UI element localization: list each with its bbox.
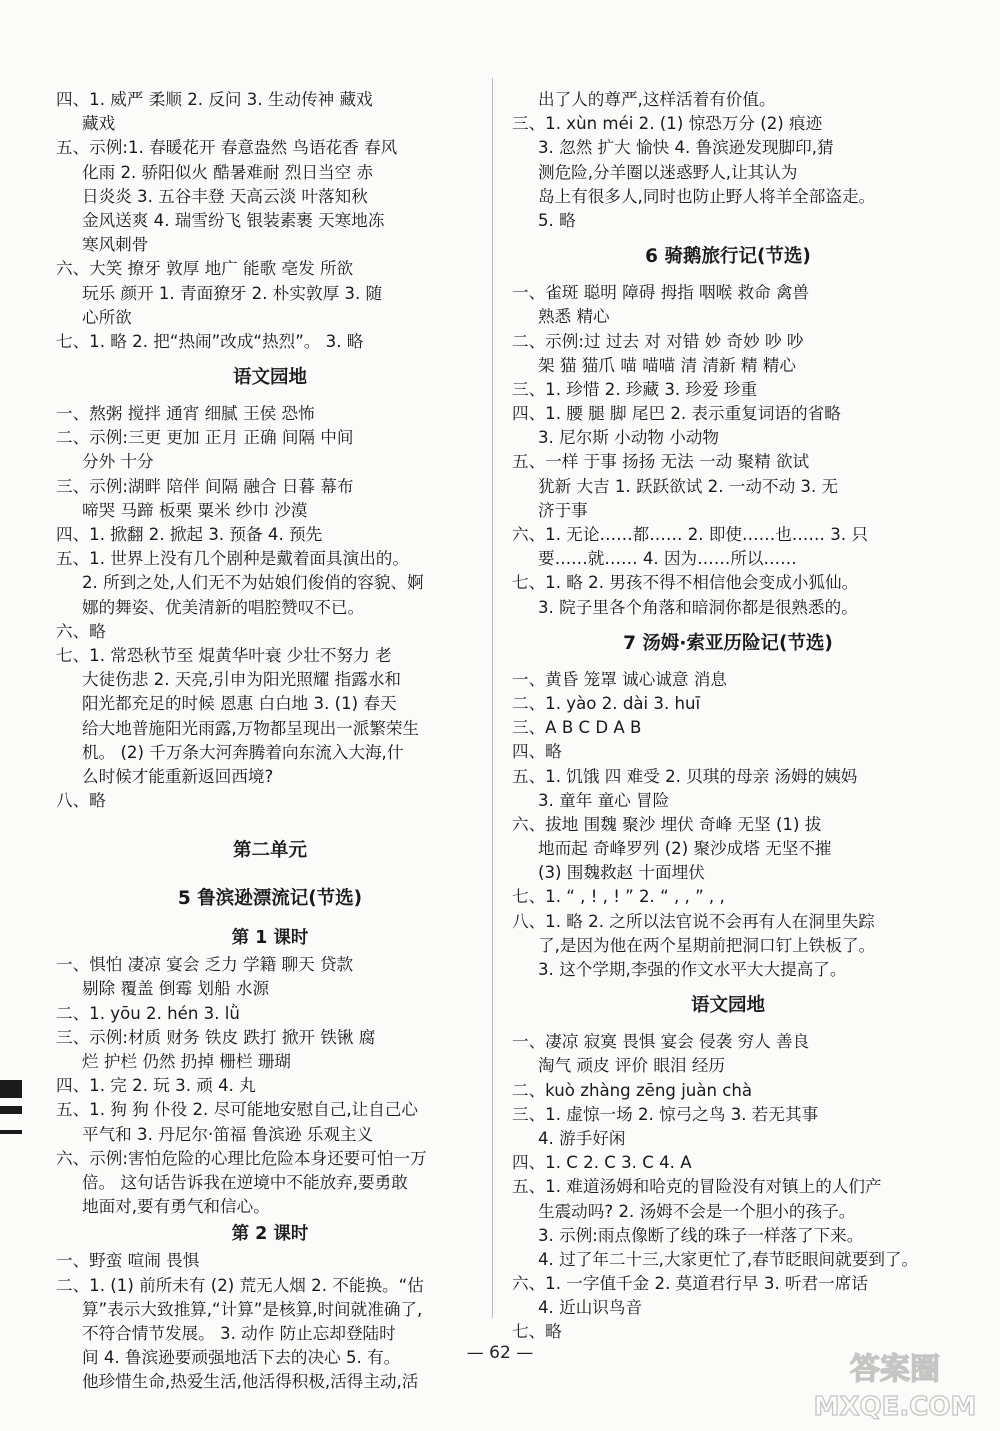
answer-line-continued: (3) 围魏救赵 十面埋伏 [538,863,705,883]
answer-line-continued: 寒风刺骨 [82,235,149,255]
answer-line-continued: 算”表示大致推算,“计算”是核算,时间就准确了, [82,1299,423,1319]
answer-line: 四、1. C 2. C 3. C 4. A [512,1153,692,1173]
answer-line: 二、示例:过 过去 对 对错 妙 奇妙 吵 吵 [512,331,804,351]
answer-line: 五、一样 于事 扬扬 无法 一动 聚精 欲试 [512,452,810,472]
answer-line: 六、1. 一字值千金 2. 莫道君行早 3. 听君一席话 [512,1274,868,1294]
answer-line-continued: 了,是因为他在两个星期前把洞口钉上铁板了。 [538,935,876,955]
answer-line: 五、1. 饥饿 四 难受 2. 贝琪的母亲 汤姆的姨妈 [512,766,858,786]
answer-line-continued: 要……就…… 4. 因为……所以…… [538,549,797,569]
answer-line-continued: 4. 过了年二十三,大家更忙了,春节眨眼间就要到了。 [538,1249,919,1269]
answer-line: 四、1. 腰 腿 脚 尾巴 2. 表示重复词语的省略 [512,404,841,424]
watermark-title: 答案圈 [850,1352,940,1387]
answer-line-continued: 地面对,要有勇气和信心。 [82,1197,270,1217]
answer-line: 三、A B C D A B [512,718,642,738]
section-heading: 语文园地 [690,995,765,1017]
answer-line-continued: 4. 近山识鸟音 [538,1298,643,1318]
answer-line-continued: 娜的舞姿、优美清新的唱腔赞叹不已。 [82,597,365,617]
answer-line: 一、黄昏 笼罩 诚心诚意 消息 [512,669,727,689]
answer-line-continued: 济于事 [538,500,588,520]
answer-line-continued: 岛上有很多人,同时也防止野人将羊全部盗走。 [538,186,876,206]
section-heading: 语文园地 [232,367,307,389]
answer-line-continued: 2. 所到之处,人们无不为姑娘们俊俏的容貌、婀 [82,573,424,593]
answer-line: 八、1. 略 2. 之所以法官说不会再有人在洞里失踪 [512,911,875,931]
right-column [512,88,944,1345]
answer-line: 六、拔地 围魏 聚沙 埋伏 奇峰 无坚 (1) 拔 [512,814,822,834]
answer-line: 三、1. 珍惜 2. 珍藏 3. 珍爱 珍重 [512,379,758,399]
answer-line: 六、示例:害怕危险的心理比危险本身还要可怕一万 [56,1148,427,1168]
answer-line-continued: 金风送爽 4. 瑞雪纷飞 银装素裹 天寒地冻 [82,210,385,230]
answer-line: 六、1. 无论……都…… 2. 即使……也…… 3. 只 [512,525,868,544]
watermark-logo [800,1345,990,1425]
answer-line-continued: 阳光都充足的时候 恩惠 白白地 3. (1) 春天 [82,694,397,714]
answer-line-continued: 3. 忽然 扩大 愉快 4. 鲁滨逊发现脚印,猜 [538,138,834,158]
answer-line: 三、示例:湖畔 陪伴 间隔 融合 日暮 幕布 [56,476,354,496]
answer-line-continued: 3. 尼尔斯 小动物 小动物 [538,428,719,448]
answer-line: 五、示例:1. 春暖花开 春意盎然 鸟语花香 春风 [56,138,398,158]
answer-line-continued: 架 猫 猫爪 喵 喵喵 清 清新 精 精心 [538,355,796,375]
answer-line: 二、1. yào 2. dài 3. huī [512,693,701,713]
answer-line: 三、1. xùn méi 2. (1) 惊恐万分 (2) 痕迹 [512,114,823,134]
answer-line: 七、1. “ , ! , ! ” 2. “ , , ” , , [512,887,725,907]
binding-mark [0,1130,22,1134]
answer-line: 七、略 [512,1322,562,1342]
answer-line-continued: 生震动吗? 2. 汤姆不会是一个胆小的孩子。 [538,1201,856,1221]
answer-line-continued: 地而起 奇峰罗列 (2) 聚沙成塔 无坚不摧 [538,839,832,859]
answer-line: 四、1. 完 2. 玩 3. 顽 4. 丸 [56,1076,256,1096]
section-heading: 6 骑鹅旅行记(节选) [645,246,811,268]
binding-mark [0,1080,22,1098]
answer-line-continued: 么时候才能重新返回西境? [82,766,274,786]
left-column [56,88,484,1394]
answer-line: 五、1. 狗 狗 仆役 2. 尽可能地安慰自己,让自己心 [56,1100,418,1120]
answer-line-continued: 给大地普施阳光雨露,万物都呈现出一派繁荣生 [82,718,420,738]
answer-line: 六、大笑 撩牙 敦厚 地广 能歌 亳发 所欲 [56,259,354,279]
answer-line-continued: 熟悉 精心 [538,307,610,327]
answer-line-continued: 化雨 2. 骄阳似火 酷暑难耐 烈日当空 赤 [82,162,374,182]
answer-line-continued: 日炎炎 3. 五谷丰登 天高云淡 叶落知秋 [82,186,368,206]
answer-line-continued: 烂 护栏 仍然 扔掉 栅栏 珊瑚 [82,1052,291,1071]
answer-line-continued: 剔除 覆盖 倒霉 划船 水源 [82,979,270,999]
answer-line-continued: 平气和 3. 丹尼尔·笛福 鲁滨逊 乐观主义 [82,1124,374,1144]
section-gap [56,813,484,827]
answer-line: 七、1. 常恐秋节至 焜黄华叶衰 少壮不努力 老 [56,645,392,665]
answer-line-continued: 啼哭 马蹄 板栗 粟米 纱巾 沙漠 [82,500,308,520]
answer-line-continued: 3. 童年 童心 冒险 [538,790,670,810]
answer-line: 一、野蛮 喧闹 畏惧 [56,1251,200,1271]
answer-line-continued: 心所欲 [82,307,132,327]
answer-line: 八、略 [56,791,106,811]
binding-mark [0,1106,22,1114]
answer-line: 一、雀斑 聪明 障碍 拇指 咽喉 救命 禽兽 [512,283,810,303]
column-divider [492,78,493,1318]
section-heading: 第二单元 [232,840,307,862]
answer-line: 二、kuò zhàng zēng juàn chà [512,1080,753,1100]
answer-line: 二、1. (1) 前所未有 (2) 荒无人烟 2. 不能换。“估 [56,1275,424,1295]
answer-line-continued: 3. 院子里各个角落和暗洞你都是很熟悉的。 [538,597,858,617]
answer-line-continued: 大徒伤悲 2. 天亮,引申为阳光照耀 指露水和 [82,670,402,690]
answer-line: 二、示例:三更 更加 正月 正确 间隔 中间 [56,428,354,448]
lesson-subheading: 第 2 课时 [231,1224,309,1245]
answer-line: 二、1. yōu 2. hén 3. lǜ [56,1003,240,1023]
lesson-subheading: 第 1 课时 [231,928,309,949]
answer-line-continued: 玩乐 颜开 1. 青面獠牙 2. 朴实敦厚 3. 随 [82,283,383,303]
answer-line: 四、1. 掀翻 2. 掀起 3. 预备 4. 预先 [56,525,323,544]
answer-line-continued: 测危险,分羊圈以迷惑野人,让其认为 [538,162,798,182]
answer-line: 五、1. 难道汤姆和哈克的冒险没有对镇上的人们产 [512,1177,882,1197]
answer-line-continued: 分外 十分 [82,452,154,472]
answer-line: 四、1. 威严 柔顺 2. 反问 3. 生动传神 藏戏 [56,90,373,109]
answer-line-continued: 间 4. 鲁滨逊要顽强地活下去的决心 5. 有。 [82,1348,401,1368]
watermark-url: MXQE.COM [813,1392,977,1422]
answer-line-continued: 倍。 这句话告诉我在逆境中不能放弃,要勇敢 [82,1172,408,1192]
answer-line: 一、凄凉 寂寞 畏惧 宴会 侵袭 穷人 善良 [512,1032,810,1052]
answer-line-continued: 犹新 大吉 1. 跃跃欲试 2. 一动不动 3. 无 [538,476,839,496]
answer-line-continued: 机。 (2) 千万条大河奔腾着向东流入大海,什 [82,742,404,762]
answer-line-continued: 3. 示例:雨点像断了线的珠子一样落了下来。 [538,1225,864,1245]
answer-line-continued: 4. 游手好闲 [538,1128,626,1148]
answer-line-continued: 3. 这个学期,李强的作文水平大大提高了。 [538,960,847,979]
answer-line-continued: 淘气 顽皮 评价 眼泪 经历 [538,1056,726,1076]
section-heading: 7 汤姆·索亚历险记(节选) [623,632,833,654]
section-heading: 5 鲁滨逊漂流记(节选) [177,888,363,910]
answer-line: 三、示例:材质 财务 铁皮 跌打 掀开 铁锹 腐 [56,1027,376,1047]
answer-line-continued: 他珍惜生命,热爱生活,他活得积极,活得主动,活 [82,1372,419,1392]
answer-line: 七、1. 略 2. 男孩不得不相信他会变成小狐仙。 [512,573,859,593]
answer-line: 一、惧怕 凄凉 宴会 乏力 学籍 聊天 贷款 [56,955,354,975]
answer-line-continued: 藏戏 [82,114,116,134]
answer-line-continued: 不符合情节发展。 3. 动作 防止忘却登陆时 [82,1323,396,1343]
answer-line: 一、熬粥 搅拌 通宵 细腻 王侯 恐怖 [56,404,315,424]
answer-line-continued: 出了人的尊严,这样活着有价值。 [538,90,776,109]
binding-marks [0,1080,22,1150]
answer-line: 七、1. 略 2. 把“热闹”改成“热烈”。 3. 略 [56,331,364,351]
page-number: — 62 — [466,1343,534,1363]
answer-line: 六、略 [56,621,106,641]
answer-line: 四、略 [512,742,562,762]
answer-line: 三、1. 虚惊一场 2. 惊弓之鸟 3. 若无其事 [512,1104,819,1124]
answer-line: 五、1. 世界上没有几个剧种是戴着面具演出的。 [56,549,409,569]
answer-line-continued: 5. 略 [538,210,576,230]
